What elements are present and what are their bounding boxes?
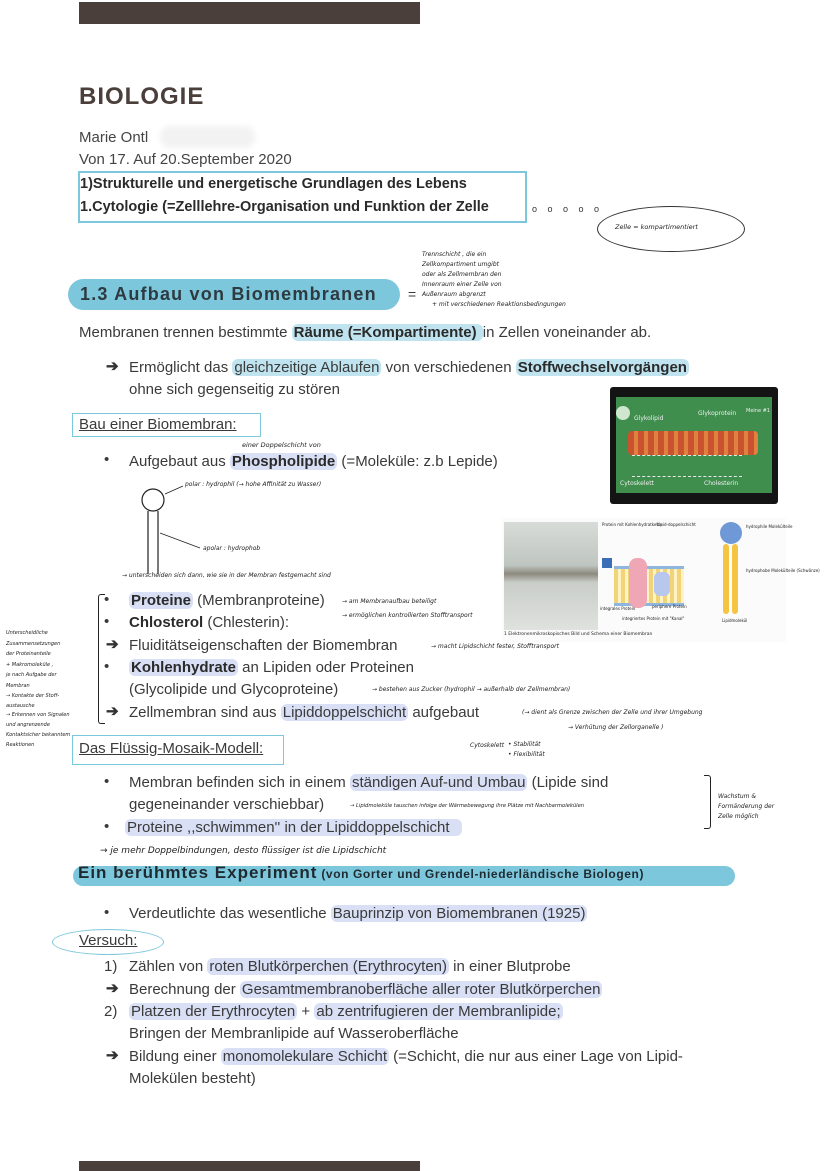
fig2-caption: 1 Elektronenmikroskopisches Bild und Schema einer Biomembran	[504, 632, 653, 637]
thought-dots: o o o o o	[532, 204, 604, 214]
list-item-chlosterol: Chlosterol (Chlesterin):	[129, 614, 290, 631]
author-blur	[160, 126, 255, 148]
step-1a: Berechnung der Gesamtmembranoberfläche aller roter Blutkörperchen	[129, 981, 601, 998]
mosaik-bullet-1: Membran befinden sich in einem ständigen Auf-und Umbau (Lipide sind	[129, 774, 609, 791]
cytoskelett-note: • Stabilität Cytoskelett • Flexibilität	[470, 741, 545, 758]
arrow-icon: ➔	[106, 703, 119, 720]
list-item-proteine: Proteine (Membranproteine)	[131, 592, 325, 609]
doppel-note: → je mehr Doppelbindungen, desto flüssiger ist die Lipidschicht	[100, 846, 387, 856]
experiment-bullet: Verdeutlichte das wesentliche Bauprinzip von Biomembranen (1925)	[129, 905, 586, 922]
arrow-icon: ➔	[106, 980, 119, 997]
fig1-label-cholesterin: Cholesterin	[704, 480, 739, 487]
schema-bilayer	[614, 566, 684, 606]
top-bar	[79, 2, 420, 24]
bau-heading: Bau einer Biomembran:	[79, 416, 237, 433]
membrane-figure-2: Protein mit Kohlenhydratkette Lipid-doppelschicht integrales Protein periphere Protein integriertes Protein mit "Kanal" hydrophile Molekülteile hydrophobe Molekülteile (Schwänze) Lipidmolekül 1 Elektronenmikroskopisches Bild und Schema einer Biomembran	[502, 518, 786, 642]
membrane-band	[628, 431, 758, 455]
bubble-note: Zelle = kompartimentiert	[615, 223, 698, 231]
list-item-zellmembran: Zellmembran sind aus Lipiddoppelschicht aufgebaut	[129, 704, 480, 721]
fig1-label-cytoskelett: Cytoskelett	[620, 480, 654, 487]
lipid-head	[142, 489, 164, 511]
apolar-pointer	[160, 533, 200, 548]
arrow-icon: ➔	[106, 358, 119, 375]
fig1-label-glykolipid: Glykolipid	[634, 415, 664, 422]
arrow-icon: ➔	[106, 1047, 119, 1064]
bullet-icon: •	[104, 818, 110, 835]
list-item-fluidity: Fluiditätseigenschaften der Biomembran	[129, 637, 398, 654]
bullet-icon: •	[104, 451, 110, 468]
fig1-label-tag: Meine #1	[746, 408, 770, 414]
lipid-molecule	[720, 522, 742, 544]
list-item-kohlenhydrate: Kohlenhydrate an Lipiden oder Proteinen	[131, 659, 414, 676]
author: Marie Ontl	[79, 129, 149, 146]
bullet-icon: •	[104, 658, 110, 675]
section-title: 1.3 Aufbau von Biomembranen	[80, 284, 377, 304]
bracket-right	[704, 775, 711, 829]
mosaik-bullet-2: Proteine ,,schwimmen'' in der Lipiddoppelschicht	[125, 817, 462, 839]
page-title: BIOLOGIE	[79, 83, 205, 110]
lipid-sketch	[135, 478, 295, 578]
versuch-heading: Versuch:	[79, 932, 138, 949]
bullet-icon: •	[104, 591, 110, 608]
step-3: Bildung einer monomolekulare Schicht (=Schicht, die nur aus einer Lage von Lipid-	[129, 1048, 683, 1065]
arrow1-line2: ohne sich gegenseitig zu stören	[129, 381, 340, 398]
step-2: Platzen der Erythrocyten + ab zentrifugieren der Membranlipide;	[131, 1003, 561, 1020]
intro-line: Membranen trennen bestimmte Räume (=Kompartimente) in Zellen voneinander ab.	[79, 324, 652, 341]
polar-label: polar : hydrophil (→ hohe Affinität zu Wasser)	[185, 481, 322, 488]
topic-line-1: 1)Strukturelle und energetische Grundlagen des Lebens	[80, 176, 467, 192]
section-equals: =	[408, 286, 417, 302]
em-photo	[504, 522, 598, 630]
unterscheidung-note: → unterscheiden sich dann, wie sie in der Membran festgemacht sind	[122, 572, 331, 579]
apolar-label: apolar : hydrophob	[203, 545, 261, 552]
section-note: Trennschicht , die ein Zellkompartiment umgibt oder als Zellmembran den Innenraum einer Zelle von Außenraum abgrenzt + mit verschiedenen Reaktionsbedingungen	[422, 251, 566, 308]
polar-pointer	[165, 486, 183, 494]
bau-note: einer Doppelschicht von	[242, 441, 321, 449]
mosaik-heading: Das Flüssig-Mosaik-Modell:	[79, 740, 264, 757]
right-margin-note: Wachstum & Formänderung der Zelle möglich	[718, 793, 775, 820]
bullet-icon: •	[104, 613, 110, 630]
arrow1-line: Ermöglicht das gleichzeitige Ablaufen von verschiedenen Stoffwechselvorgängen	[129, 359, 687, 376]
experiment-title: Ein berühmtes Experiment (von Gorter und Grendel-niederländische Biologen)	[78, 863, 645, 882]
topic-line-2: 1.Cytologie (=Zelllehre-Organisation und Funktion der Zelle	[80, 199, 489, 215]
step-1: Zählen von roten Blutkörperchen (Erythrocyten) in einer Blutprobe	[129, 958, 571, 975]
bottom-bar	[79, 1161, 420, 1171]
bullet-icon: •	[104, 773, 110, 790]
bullet-icon: •	[104, 904, 110, 921]
fig1-label-glykoprotein: Glykoprotein	[698, 410, 737, 417]
bau-bullet: Aufgebaut aus Phospholipide (=Moleküle: z.b Lepide)	[129, 453, 498, 470]
dates: Von 17. Auf 20.September 2020	[79, 151, 292, 168]
arrow-icon: ➔	[106, 636, 119, 653]
membrane-figure-1	[610, 387, 778, 504]
left-margin-note: Unterscheidliche Zusammensetzungen der Proteinanteile + Makromoleküle , je nach Aufgabe der Membran → Kontakte der Stoff- austausche → Erkennen von Signalen und angrenzende Kontaktsicher bekanntem Reaktionen	[6, 630, 71, 748]
